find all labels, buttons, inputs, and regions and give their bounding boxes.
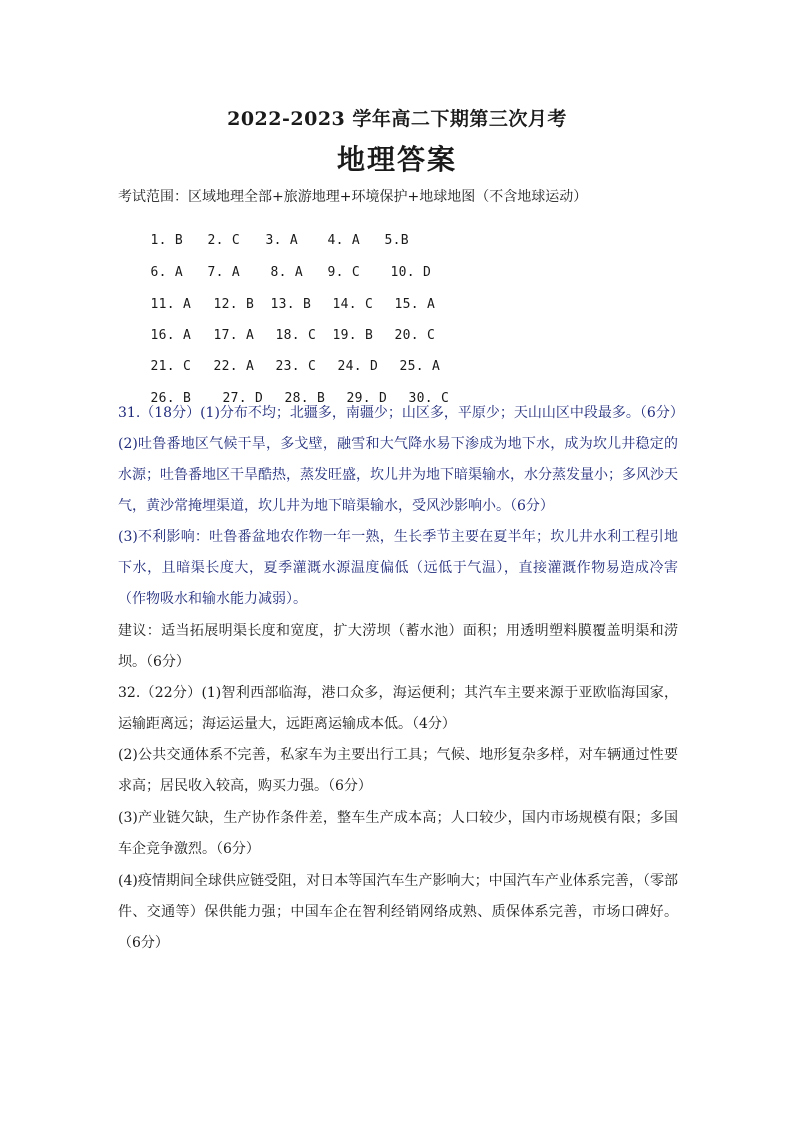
- answer-item: 3. A: [265, 233, 299, 248]
- answer-item: 20. C: [394, 328, 436, 343]
- answer-item: 12. B: [213, 297, 255, 312]
- answer-item: 9. C: [327, 265, 361, 280]
- exam-scope: 考试范围：区域地理全部+旅游地理+环境保护+地球地图（不含地球运动）: [118, 189, 588, 205]
- answer-item: 19. B: [332, 328, 374, 343]
- answer-item: 7. A: [207, 265, 241, 280]
- answer-item: 13. B: [270, 297, 312, 312]
- answer-item: 8. A: [270, 265, 304, 280]
- answer-item: 2. C: [207, 233, 241, 248]
- answer-item: 6. A: [150, 265, 184, 280]
- answer-item: 5.B: [384, 233, 409, 248]
- answer-item: 15. A: [394, 297, 436, 312]
- answer-item: 16. A: [150, 328, 192, 343]
- answer-item: 25. A: [399, 359, 441, 374]
- answer-item: 17. A: [213, 328, 255, 343]
- answer-item: 29. D: [346, 391, 388, 406]
- answer-31-part-2: (2)吐鲁番地区气候干旱，多戈壁，融雪和大气降水易下渗成为地下水，成为坎儿井稳定的水源；吐鲁番地区干旱酷热，蒸发旺盛，坎儿井为地下暗渠输水，水分蒸发量小；多风沙天气，黄沙常掩埋渠道，坎儿井为地下暗渠输水，受风沙影响小。（6分）: [118, 436, 678, 514]
- answer-item: 24. D: [337, 359, 379, 374]
- answer-item: 14. C: [332, 297, 374, 312]
- answer-item: 27. D: [222, 391, 264, 406]
- answer-32-part-1: 32.（22分）(1)智利西部临海，港口众多，海运便利；其汽车主要来源于亚欧临海国家，运输距离远；海运运量大，远距离运输成本低。（4分）: [118, 685, 678, 732]
- answer-31-suggestion: 建议：适当拓展明渠长度和宽度，扩大涝坝（蓄水池）面积；用透明塑料膜覆盖明渠和涝坝。（6分）: [118, 623, 678, 670]
- answer-32-part-3: (3)产业链欠缺，生产协作条件差，整车生产成本高；人口较少，国内市场规模有限；多国车企竞争激烈。（6分）: [118, 810, 678, 857]
- answer-item: 11. A: [150, 297, 192, 312]
- answer-item: 1. B: [150, 233, 184, 248]
- answer-item: 28. B: [284, 391, 326, 406]
- answer-32-part-2: (2)公共交通体系不完善，私家车为主要出行工具；气候、地形复杂多样，对车辆通过性要求高；居民收入较高，购买力强。（6分）: [118, 747, 678, 794]
- answer-item: 21. C: [150, 359, 192, 374]
- answer-item: 23. C: [275, 359, 317, 374]
- answer-item: 30. C: [408, 391, 450, 406]
- answer-item: 22. A: [213, 359, 255, 374]
- answer-item: 10. D: [390, 265, 432, 280]
- answer-item: 26. B: [150, 391, 192, 406]
- exam-title: 2022-2023 学年高二下期第三次月考: [227, 108, 567, 130]
- page-title: 地理答案: [336, 143, 457, 176]
- answer-32-part-4: (4)疫情期间全球供应链受阻，对日本等国汽车生产影响大；中国汽车产业体系完善，（零部件、交通等）保供能力强；中国车企在智利经销网络成熟、质保体系完善，市场口碑好。（6分）: [118, 873, 678, 951]
- answer-item: 4. A: [327, 233, 361, 248]
- answer-31-part-1: 31.（18分）(1)分布不均；北疆多，南疆少；山区多，平原少；天山山区中段最多。（6分）: [118, 405, 684, 421]
- answer-31-part-3: (3)不利影响：吐鲁番盆地农作物一年一熟，生长季节主要在夏半年；坎儿井水利工程引地下水，且暗渠长度大，夏季灌溉水源温度偏低（远低于气温），直接灌溉作物易造成冷害（作物吸水和输水能力减弱）。: [118, 529, 678, 607]
- answer-item: 18. C: [275, 328, 317, 343]
